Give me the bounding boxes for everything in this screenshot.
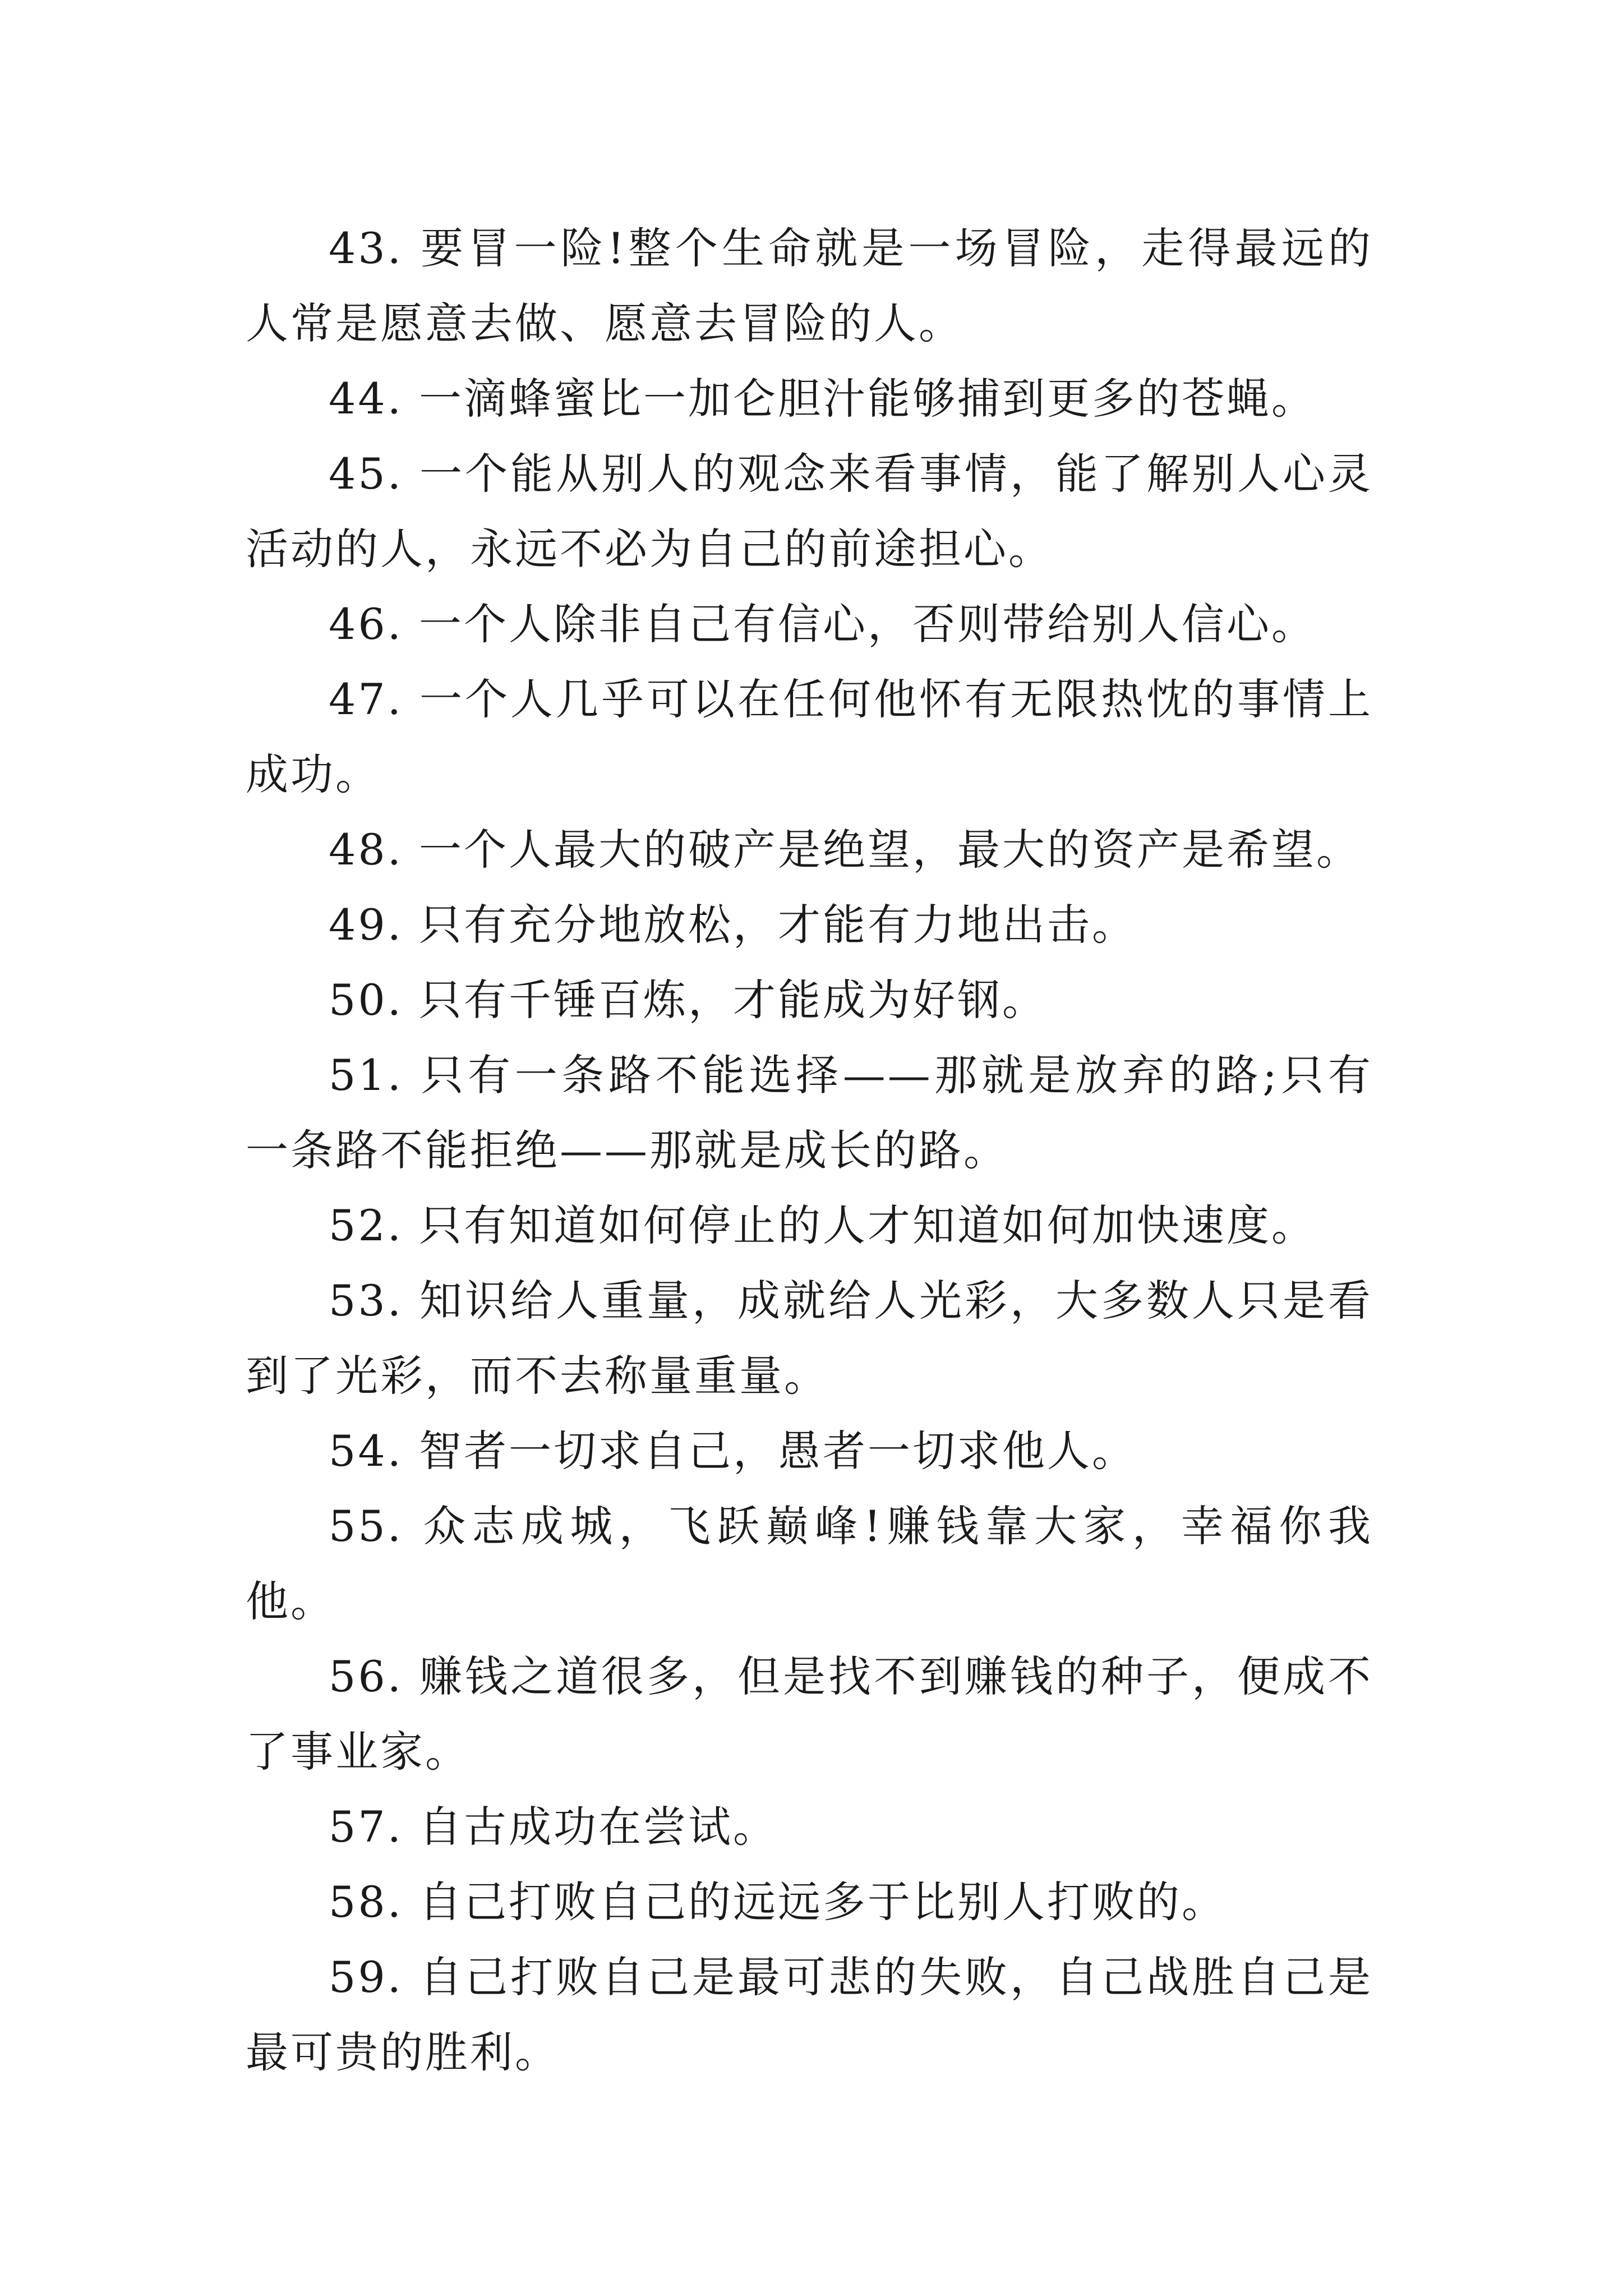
quote-53: 53. 知识给人重量，成就给人光彩，大多数人只是看到了光彩，而不去称量重量。 <box>246 1276 1373 1401</box>
quote-48: 48. 一个人最大的破产是绝望，最大的资产是希望。 <box>329 825 1362 875</box>
quote-49: 49. 只有充分地放松，才能有力地出击。 <box>329 900 1137 950</box>
quote-57: 57. 自古成功在尝试。 <box>329 1802 778 1852</box>
quote-44: 44. 一滴蜂蜜比一加仑胆汁能够捕到更多的苍蝇。 <box>329 374 1317 424</box>
quote-list <box>246 211 1373 2090</box>
quote-52: 52. 只有知道如何停止的人才知道如何加快速度。 <box>329 1200 1317 1250</box>
quote-58: 58. 自己打败自己的远远多于比别人打败的。 <box>329 1877 1227 1927</box>
quote-45: 45. 一个能从别人的观念来看事情，能了解别人心灵活动的人，永远不必为自己的前途担心。 <box>246 449 1373 574</box>
quote-46: 46. 一个人除非自己有信心，否则带给别人信心。 <box>329 599 1317 649</box>
quote-51: 51. 只有一条路不能选择——那就是放弃的路;只有一条路不能拒绝——那就是成长的路。 <box>246 1050 1373 1175</box>
quote-43: 43. 要冒一险!整个生命就是一场冒险，走得最远的人常是愿意去做、愿意去冒险的人。 <box>246 223 1373 348</box>
quote-59: 59. 自己打败自己是最可悲的失败，自己战胜自己是最可贵的胜利。 <box>246 1952 1373 2077</box>
quote-55: 55. 众志成城，飞跃巅峰!赚钱靠大家，幸福你我他。 <box>246 1501 1373 1626</box>
quote-54: 54. 智者一切求自己，愚者一切求他人。 <box>329 1426 1137 1476</box>
quote-47: 47. 一个人几乎可以在任何他怀有无限热忱的事情上成功。 <box>246 674 1373 799</box>
quote-50: 50. 只有千锤百炼，才能成为好钢。 <box>329 975 1048 1025</box>
quote-56: 56. 赚钱之道很多，但是找不到赚钱的种子，便成不了事业家。 <box>246 1651 1373 1777</box>
